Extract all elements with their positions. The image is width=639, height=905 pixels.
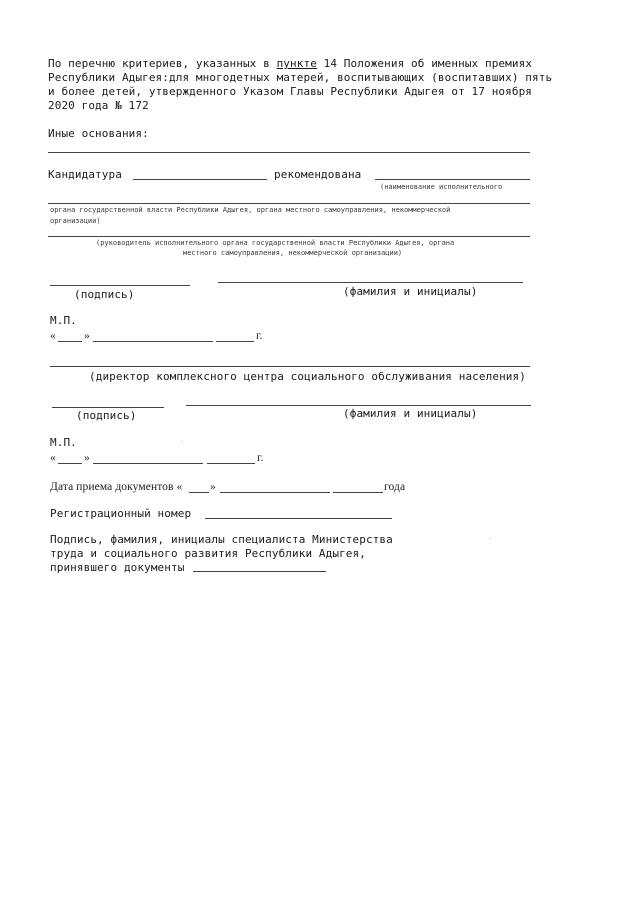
day-line-1[interactable] — [58, 341, 82, 342]
date-open-1: « — [50, 330, 56, 342]
intro-line-4: 2020 года № 172 — [48, 99, 149, 112]
candidacy-label: Кандидатура — [48, 168, 122, 181]
candidacy-note-1: (наименование исполнительного — [380, 183, 503, 191]
month-line-2[interactable] — [93, 463, 203, 464]
specialist-line-1: Подпись, фамилия, инициалы специалиста Министерства — [50, 533, 393, 546]
head-line[interactable] — [48, 236, 530, 237]
stamp-label-1: М.П. — [50, 314, 77, 327]
director-line[interactable] — [50, 366, 530, 367]
scan-speck — [490, 538, 491, 539]
receipt-year-line[interactable] — [333, 492, 383, 493]
receipt-day-line[interactable] — [189, 492, 209, 493]
other-grounds-label: Иные основания: — [48, 127, 149, 140]
other-grounds-line[interactable] — [48, 152, 530, 153]
director-caption: (директор комплексного центра социального обслуживания населения) — [89, 370, 526, 383]
name-caption-1: (фамилия и инициалы) — [343, 285, 478, 298]
date-close-1: » — [84, 330, 90, 342]
signature-line-2[interactable] — [52, 407, 164, 408]
year-suffix-2: г. — [257, 452, 264, 464]
specialist-line-2: труда и социального развития Республики Адыгея, — [50, 547, 366, 560]
receipt-close: » — [210, 481, 216, 493]
stamp-label-2: М.П. — [50, 436, 77, 449]
signature-line-1[interactable] — [50, 285, 190, 286]
specialist-signature-line[interactable] — [193, 571, 326, 572]
head-note-2: местного самоуправления, некоммерческой организации) — [183, 249, 403, 257]
intro-line-3: и более детей, утвержденного Указом Главы Республики Адыгея от 17 ноября — [48, 85, 533, 98]
scan-speck — [181, 441, 182, 442]
registration-label: Регистрационный номер — [50, 507, 192, 520]
receipt-month-line[interactable] — [220, 492, 330, 493]
registration-line[interactable] — [205, 518, 392, 519]
specialist-line-3: принявшего документы — [50, 561, 185, 574]
year-line-2[interactable] — [207, 463, 255, 464]
recommended-by-line[interactable] — [375, 179, 530, 180]
signature-caption-1: (подпись) — [74, 288, 135, 301]
receipt-suffix: года — [384, 481, 406, 493]
name-line-2[interactable] — [186, 405, 531, 406]
date-open-2: « — [50, 452, 56, 464]
month-line-1[interactable] — [93, 341, 213, 342]
candidacy-name-line[interactable] — [133, 179, 267, 180]
year-line-1[interactable] — [216, 341, 254, 342]
recommended-label: рекомендована — [274, 168, 362, 181]
candidacy-note-3: организации) — [50, 217, 101, 225]
organ-line[interactable] — [48, 203, 530, 204]
name-line-1[interactable] — [218, 282, 523, 283]
year-suffix-1: г. — [256, 330, 263, 342]
candidacy-note-2: органа государственной власти Республики Адыгея, органа местного самоуправления, некоммерческой — [50, 206, 451, 214]
intro-line-1: По перечню критериев, указанных в пункте 14 Положения об именных премиях — [48, 57, 533, 70]
day-line-2[interactable] — [58, 463, 82, 464]
signature-caption-2: (подпись) — [76, 409, 137, 422]
clause-link[interactable]: пункте — [276, 57, 317, 70]
name-caption-2: (фамилия и инициалы) — [343, 407, 478, 420]
date-close-2: » — [84, 452, 90, 464]
intro-line-2: Республики Адыгея:для многодетных матерей, воспитывающих (воспитавших) пять — [48, 71, 553, 84]
head-note-1: (руководитель исполнительного органа государственной власти Республики Адыгея, органа — [96, 239, 455, 247]
receipt-label: Дата приема документов « — [50, 481, 183, 493]
